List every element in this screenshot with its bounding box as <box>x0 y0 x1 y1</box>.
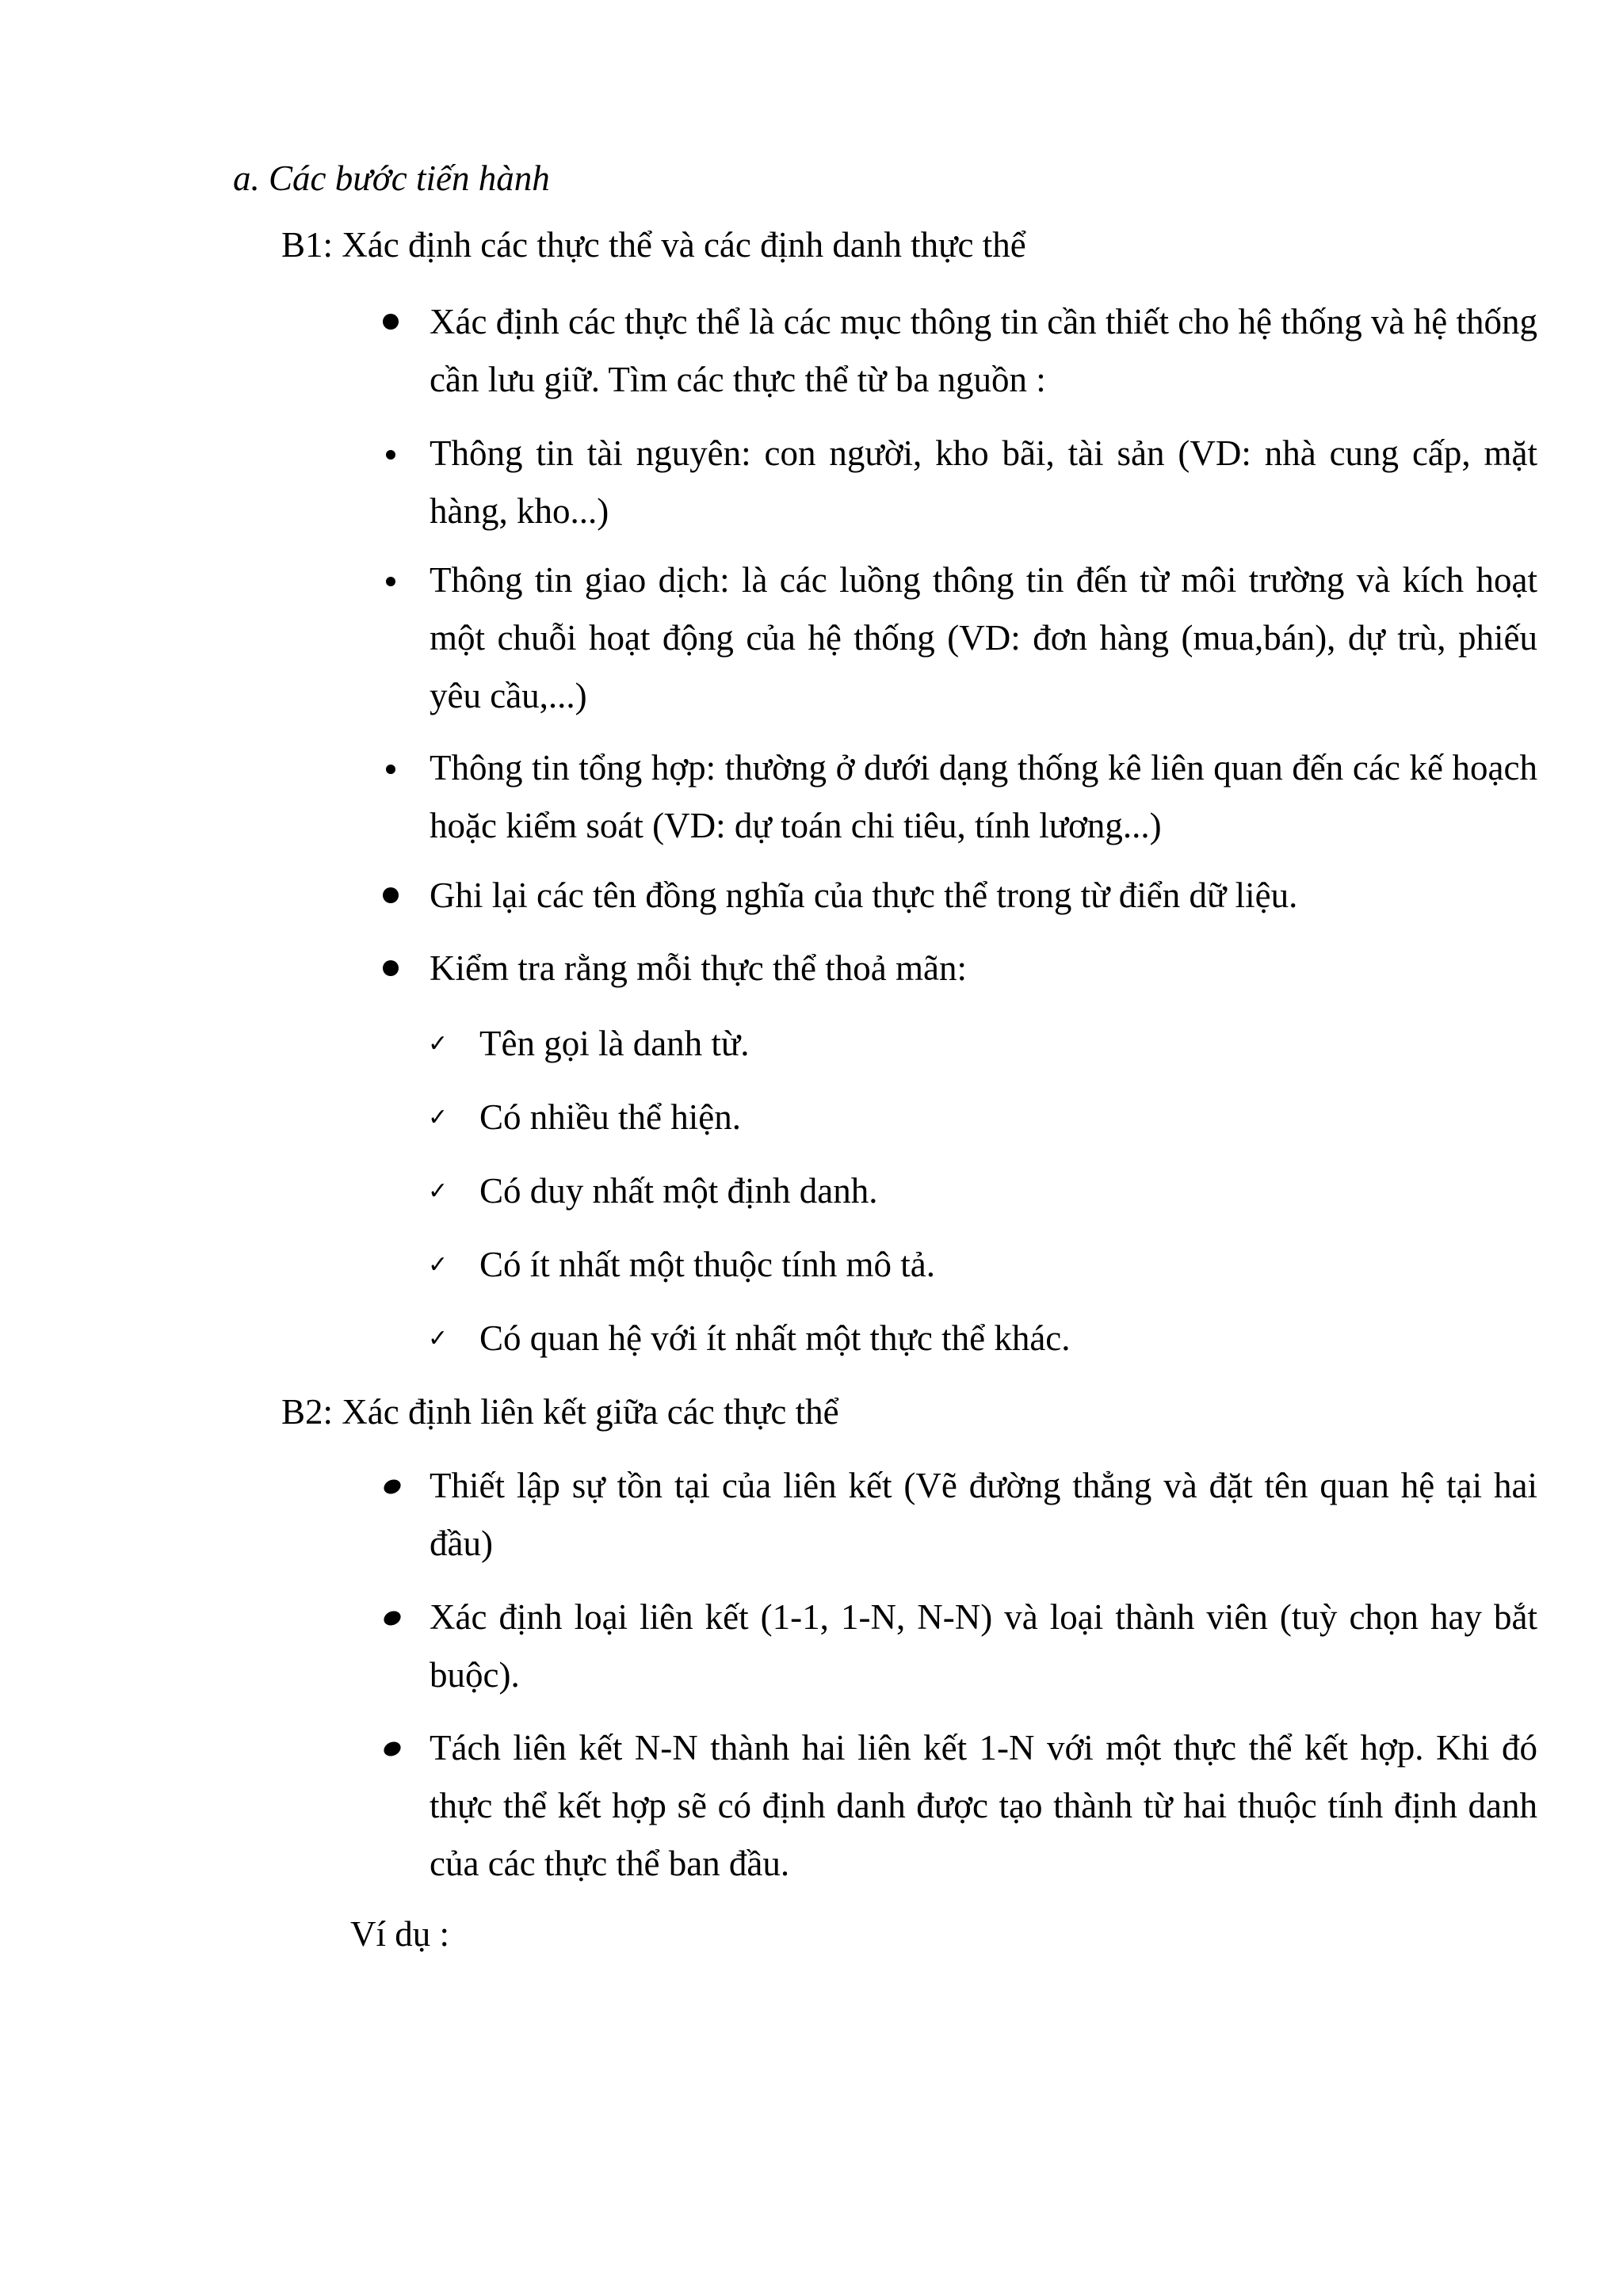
list-item <box>430 1589 1537 1704</box>
list-item <box>430 739 1537 855</box>
list-item-text: Thông tin tài nguyên: con người, kho bãi, tài sản (VD: nhà cung cấp, mặt hàng, kho...) <box>430 433 1537 531</box>
list-item-text: Thông tin giao dịch: là các luồng thông tin đến từ môi trường và kích hoạt một chuỗi hoạt động của hệ thống (VD: đơn hàng (mua,bán), dự trù, phiếu yêu cầu,...) <box>430 560 1537 715</box>
bullet-icon <box>381 1477 403 1497</box>
list-item-text: Thiết lập sự tồn tại của liên kết (Vẽ đường thẳng và đặt tên quan hệ tại hai đầu) <box>430 1466 1537 1563</box>
list-item-text: Xác định loại liên kết (1-1, 1-N, N-N) và loại thành viên (tuỳ chọn hay bắt buộc). <box>430 1597 1537 1695</box>
checkmark-icon: ✓ <box>428 1177 449 1205</box>
step-1-title: B1: Xác định các thực thể và các định danh thực thể <box>281 225 1026 265</box>
bullet-icon <box>386 577 395 586</box>
step-2-title: B2: Xác định liên kết giữa các thực thể <box>281 1392 839 1432</box>
bullet-icon <box>381 1608 403 1628</box>
bullet-icon <box>383 960 399 976</box>
check-item-text: Có nhiều thể hiện. <box>479 1097 741 1137</box>
checkmark-icon: ✓ <box>428 1104 449 1131</box>
list-item <box>430 425 1537 540</box>
checkmark-icon: ✓ <box>428 1251 449 1279</box>
check-item-text: Có ít nhất một thuộc tính mô tả. <box>479 1245 935 1284</box>
bullet-icon <box>381 1739 403 1759</box>
list-item <box>430 1457 1537 1573</box>
bullet-icon <box>383 314 399 330</box>
list-item-text: Kiểm tra rằng mỗi thực thể thoả mãn: <box>430 948 967 988</box>
example-label: Ví dụ : <box>350 1914 450 1954</box>
check-item-text: Có duy nhất một định danh. <box>479 1171 878 1211</box>
checkmark-icon: ✓ <box>428 1325 449 1352</box>
bullet-icon <box>386 765 395 774</box>
list-item <box>430 867 1537 925</box>
list-item <box>430 551 1537 725</box>
list-item-text: Thông tin tổng hợp: thường ở dưới dạng thống kê liên quan đến các kế hoạch hoặc kiểm soát (VD: dự toán chi tiêu, tính lương...) <box>430 748 1537 845</box>
bullet-icon <box>386 450 395 460</box>
list-item-text: Ghi lại các tên đồng nghĩa của thực thể trong từ điển dữ liệu. <box>430 875 1298 915</box>
checkmark-icon: ✓ <box>428 1030 449 1058</box>
list-item-text: Tách liên kết N-N thành hai liên kết 1-N với một thực thể kết hợp. Khi đó thực thể kết hợp sẽ có định danh được tạo thành từ hai thuộc tính định danh của các thực thể ban đầu. <box>430 1728 1537 1883</box>
list-item <box>430 1719 1537 1893</box>
check-item-text: Tên gọi là danh từ. <box>479 1024 750 1063</box>
section-heading: a. Các bước tiến hành <box>233 158 550 198</box>
list-item-text: Xác định các thực thể là các mục thông tin cần thiết cho hệ thống và hệ thống cần lưu giữ. Tìm các thực thể từ ba nguồn : <box>430 302 1537 399</box>
check-item-text: Có quan hệ với ít nhất một thực thể khác. <box>479 1318 1071 1358</box>
list-item <box>430 940 1537 997</box>
list-item <box>430 293 1537 409</box>
bullet-icon <box>383 887 399 903</box>
